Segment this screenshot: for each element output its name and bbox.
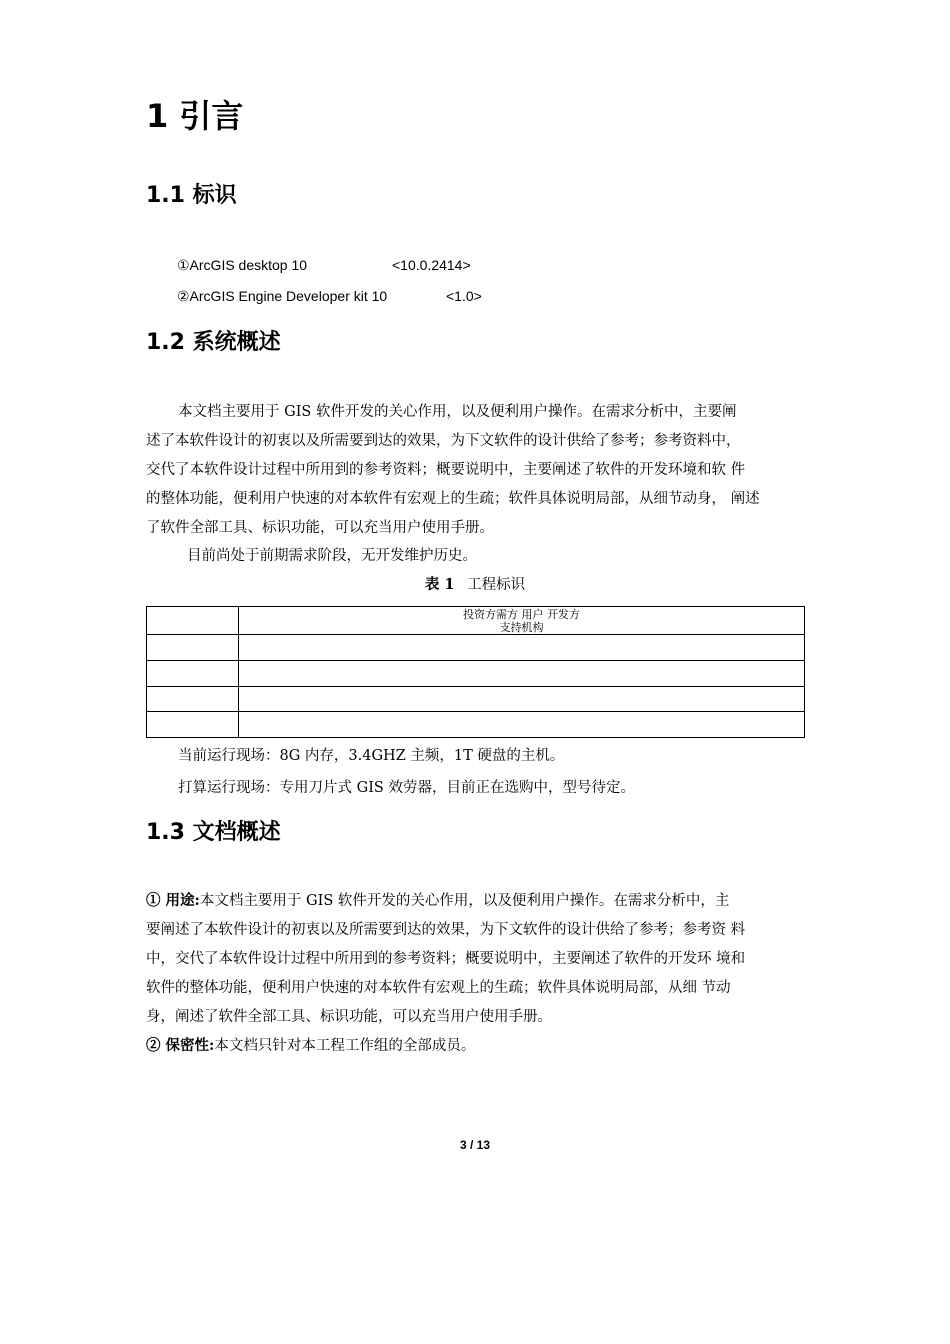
- table-row: [147, 660, 805, 686]
- usage-paragraph-line: 软件的整体功能，便利用户快速的对本软件有宏观上的生疏；软件具体说明局部，从细 节动: [146, 980, 731, 996]
- software-item-version: <1.0>: [446, 288, 482, 304]
- usage-label: ① 用途:: [146, 892, 200, 909]
- table-cell: [239, 635, 805, 661]
- usage-text: 本文档主要用于 GIS 软件开发的关心作用，以及便利用户操作。在需求分析中，主: [199, 893, 730, 909]
- secrecy-label: ② 保密性:: [146, 1037, 215, 1054]
- table-cell: [147, 607, 239, 635]
- overview-paragraph-line: 了软件全部工具、标识功能，可以充当用户使用手册。: [146, 520, 494, 536]
- planned-environment: 打算运行现场：专用刀片式 GIS 效劳器，目前正在选购中，型号待定。: [178, 780, 635, 796]
- current-environment: 当前运行现场：8G 内存，3.4GHZ 主频，1T 硬盘的主机。: [178, 748, 565, 764]
- table-cell: [147, 686, 239, 712]
- overview-paragraph-line: 述了本软件设计的初衷以及所需要到达的效果，为下文软件的设计供给了参考；参考资料中，: [146, 433, 741, 449]
- table-cell: [147, 635, 239, 661]
- heading-system-overview: 1.2 系统概述: [146, 330, 281, 355]
- secrecy-line: [146, 1036, 475, 1056]
- overview-paragraph-line: 本文档主要用于 GIS 软件开发的关心作用，以及便利用户操作。在需求分析中，主要阐: [178, 404, 737, 420]
- project-identification-table: [146, 606, 805, 738]
- table-cell: [147, 712, 239, 738]
- overview-paragraph-line: 的整体功能，便利用户快速的对本软件有宏观上的生疏；软件具体说明局部，从细节动身， 阐述: [146, 491, 760, 507]
- usage-line: [146, 891, 729, 911]
- page-number: 3 / 13: [459, 1138, 491, 1152]
- table-cell: [239, 712, 805, 738]
- usage-paragraph-line: 身，阐述了软件全部工具、标识功能，可以充当用户使用手册。: [146, 1009, 552, 1025]
- history-note: 目前尚处于前期需求阶段，无开发维护历史。: [187, 548, 477, 564]
- table-cell: [239, 660, 805, 686]
- table-cell: [239, 686, 805, 712]
- table-row: [147, 607, 805, 635]
- table-caption-label: 表 1: [424, 576, 455, 593]
- table-header-text: 投资方需方 用户 开发方: [463, 608, 580, 621]
- overview-paragraph-line: 交代了本软件设计过程中所用到的参考资料；概要说明中，主要阐述了软件的开发环境和软 件: [146, 462, 746, 478]
- heading-document-overview: 1.3 文档概述: [146, 820, 281, 845]
- table-row: [147, 635, 805, 661]
- usage-paragraph-line: 中，交代了本软件设计过程中所用到的参考资料；概要说明中，主要阐述了软件的开发环 境和: [146, 951, 746, 967]
- table-caption: [146, 574, 804, 596]
- heading-identification: 1.1 标识: [146, 183, 237, 208]
- table-header-cell: [239, 607, 805, 635]
- table-caption-text: 工程标识: [467, 577, 526, 593]
- table-cell: [147, 660, 239, 686]
- usage-paragraph-line: 要阐述了本软件设计的初衷以及所需要到达的效果，为下文软件的设计供给了参考；参考资 料: [146, 922, 746, 938]
- table-row: [147, 686, 805, 712]
- table-header-text: 支持机构: [499, 621, 544, 634]
- secrecy-text: 本文档只针对本工程工作组的全部成员。: [214, 1038, 476, 1054]
- software-item-version: <10.0.2414>: [392, 257, 471, 273]
- software-item-name: ①ArcGIS desktop 10: [177, 257, 308, 273]
- heading-introduction: 1 引言: [146, 97, 244, 135]
- software-item-name: ②ArcGIS Engine Developer kit 10: [177, 288, 388, 304]
- table-row: [147, 712, 805, 738]
